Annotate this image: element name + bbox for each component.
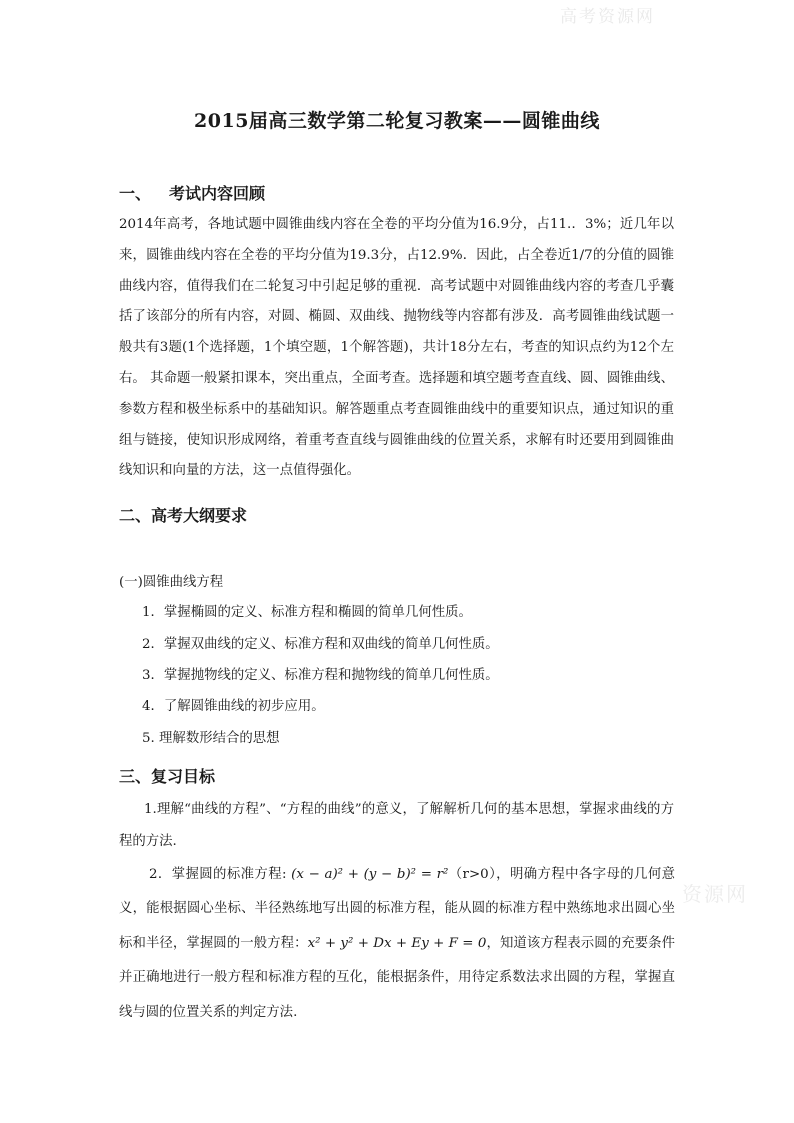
circle-standard-equation: (x − a)² + (y − b)² = r² (291, 867, 449, 882)
section1-heading (119, 181, 265, 204)
review-goal-1 (119, 794, 674, 858)
syllabus-item-5: 5. 理解数形结合的思想 (142, 731, 280, 746)
section3-heading: 三、复习目标 (119, 767, 216, 786)
section1-title: 考试内容回顾 (169, 184, 266, 203)
review-goal-1-text: 1.理解“曲线的方程”、“方程的曲线”的意义，了解解析几何的基本思想，掌握求曲线的方程的方法. (119, 802, 674, 849)
review-goal-2-end: ，知道该方程表示圆的充要条件并正确地进行一般方程和标准方程的互化，能根据条件，用待定系数法求出圆的方程，掌握直线与圆的位置关系的判定方法. (119, 935, 675, 1020)
radius-condition: （r>0） (448, 867, 497, 882)
watermark-top: 高考资源网 (560, 7, 655, 27)
section2-heading: 二、高考大纲要求 (119, 506, 248, 525)
syllabus-item-3: 3．掌握抛物线的定义、标准方程和抛物线的简单几何性质。 (142, 668, 499, 683)
section1-paragraph: 2014年高考，各地试题中圆锥曲线内容在全卷的平均分值为16.9分，占11.．3%；近几年以来，圆锥曲线内容在全卷的平均分值为19.3分，占12.9%．因此，占全卷近1/7的分值的圆锥曲线内容，值得我们在二轮复习中引起足够的重视．高考试题中对圆锥曲线内容的考查几乎囊括了该部分的所有内容，对圆、椭圆、双曲线、抛物线等内容都有涉及．高考圆锥曲线试题一般共有3题(1个选择题，1个填空题，1个解答题)，共计18分左右，考查的知识点约为12个左右。 其命题一般紧扣课本，突出重点，全面考查。选择题和填空题考查直线、圆、圆锥曲线、参数方程和极坐标系中的基础知识。解答题重点考查圆锥曲线中的重要知识点，通过知识的重组与链接，使知识形成网络，着重考查直线与圆锥曲线的位置关系，求解有时还要用到圆锥曲线知识和向量的方法，这一点值得强化。 (119, 217, 674, 479)
circle-general-equation: x² + y² + Dx + Ey + F = 0 (307, 935, 487, 951)
review-goal-2 (119, 858, 675, 1030)
syllabus-item-4: 4．了解圆锥曲线的初步应用。 (142, 699, 325, 714)
syllabus-item-2: 2．掌握双曲线的定义、标准方程和双曲线的简单几何性质。 (142, 637, 499, 652)
watermark-middle: 资源网 (682, 882, 748, 906)
review-goal-2-body: ，明确方程中各字母的几何意义，能根据圆心坐标、半径熟练地写出圆的标准方程，能从圆的标准方程中熟练地求出圆心坐标和半径，掌握圆的一般方程： (119, 867, 676, 951)
document-title: 2015届高三数学第二轮复习教案——圆锥曲线 (194, 110, 600, 132)
section1-number: 一、 (119, 184, 152, 203)
syllabus-item-1: 1．掌握椭圆的定义、标准方程和椭圆的简单几何性质。 (142, 605, 472, 620)
review-goal-2-intro: 2．掌握圆的标准方程: (149, 867, 287, 882)
section2-subheading: (一)圆锥曲线方程 (119, 575, 224, 590)
